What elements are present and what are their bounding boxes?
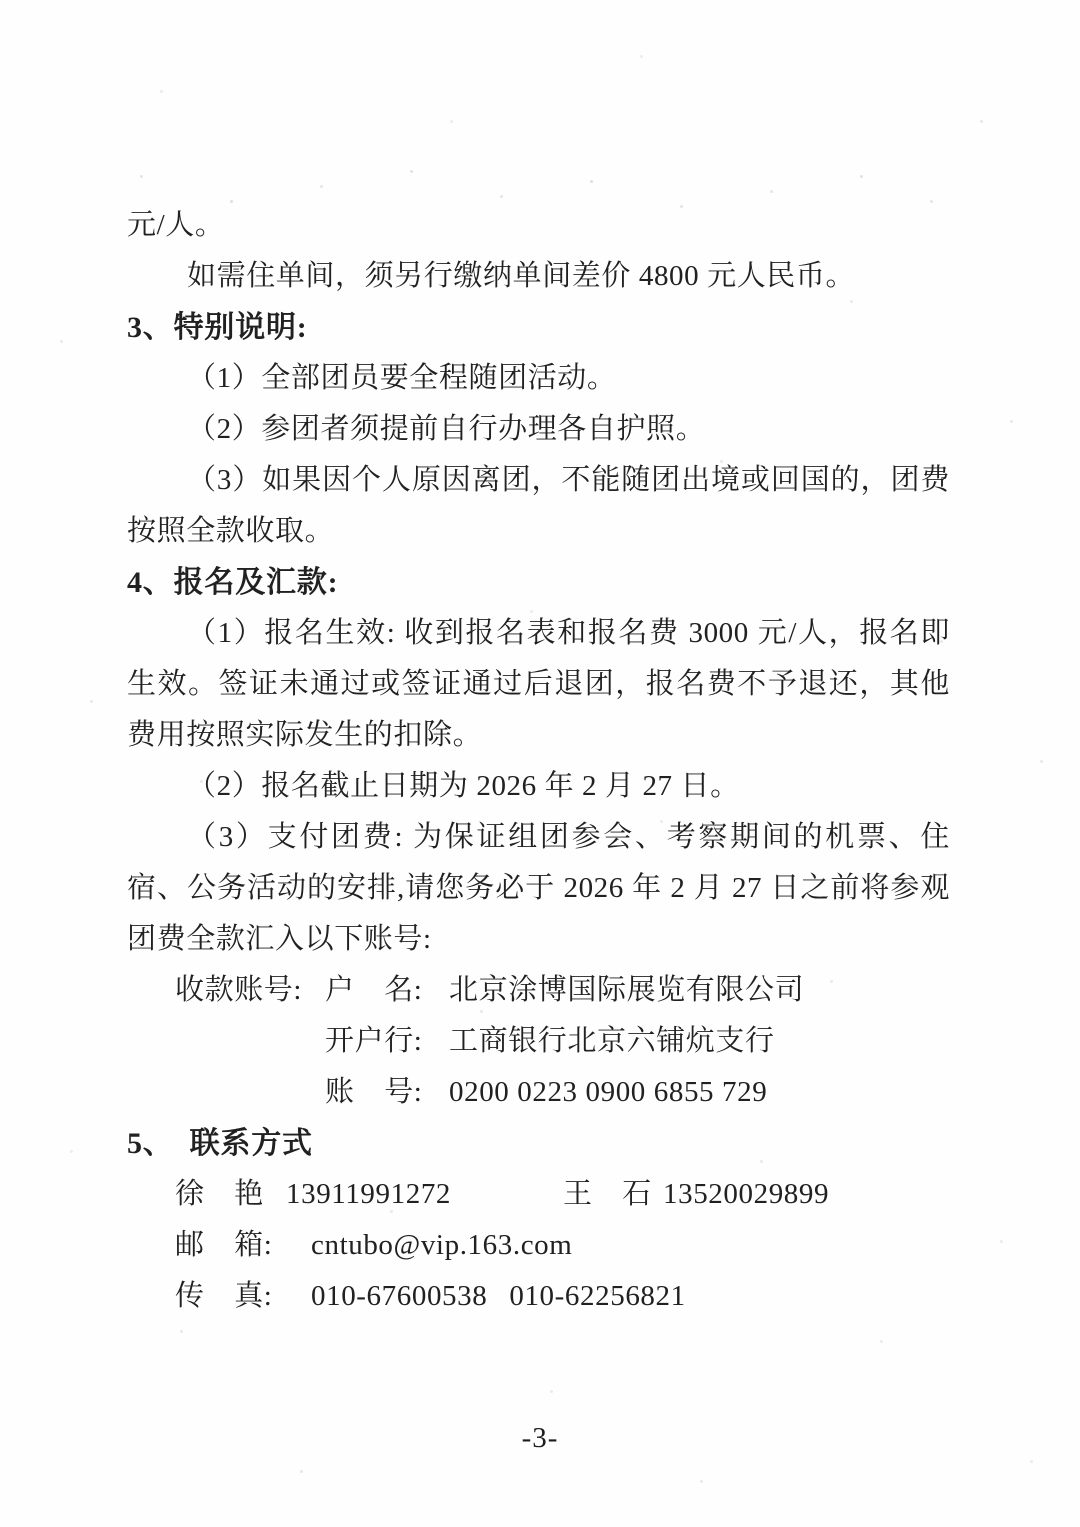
bank-field-branch: 开户行: bbox=[325, 1025, 423, 1057]
bank-details bbox=[127, 965, 950, 1118]
bank-field-name: 户 名: bbox=[325, 974, 423, 1006]
paragraph-single-room: 如需住单间，须另行缴纳单间差价 4800 元人民币。 bbox=[187, 260, 856, 292]
fax-value-2: 010-62256821 bbox=[509, 1280, 686, 1312]
bank-value-name: 北京涂博国际展览有限公司 bbox=[449, 974, 805, 1006]
contact-info bbox=[127, 1169, 950, 1322]
paragraph-continuation: 元/人。 bbox=[127, 209, 225, 241]
section3-item3: （3）如果因个人原因离团，不能随团出境或回国的，团费按照全款收取。 bbox=[127, 464, 950, 547]
bank-value-number: 0200 0223 0900 6855 729 bbox=[449, 1076, 768, 1108]
contact1-name: 徐 艳 bbox=[175, 1178, 264, 1210]
section5-heading bbox=[127, 1118, 950, 1169]
section3-heading: 3、特别说明: bbox=[127, 311, 308, 344]
bank-value-branch: 工商银行北京六铺炕支行 bbox=[449, 1025, 775, 1057]
section5-heading-text: 联系方式 bbox=[189, 1127, 313, 1160]
email-value: cntubo@vip.163.com bbox=[311, 1229, 573, 1261]
bank-account-label: 收款账号: bbox=[175, 974, 303, 1006]
contact1-phone: 13911991272 bbox=[286, 1178, 452, 1210]
contact-row-fax bbox=[175, 1271, 950, 1322]
contact2-name: 王 石 bbox=[563, 1178, 652, 1210]
bank-row-account-name bbox=[325, 965, 804, 1016]
bank-row-bank-branch bbox=[325, 1016, 804, 1067]
contact-row-email bbox=[175, 1220, 950, 1271]
contact-row-phones bbox=[175, 1169, 950, 1220]
bank-row-account-number bbox=[325, 1067, 804, 1118]
section4-item1: （1）报名生效: 收到报名表和报名费 3000 元/人，报名即生效。签证未通过或签证通过后退团，报名费不予退还，其他费用按照实际发生的扣除。 bbox=[127, 617, 950, 751]
email-label: 邮 箱: bbox=[175, 1229, 273, 1261]
section5-heading-number: 5、 bbox=[127, 1127, 174, 1160]
scan-noise bbox=[0, 0, 3, 3]
bank-rows bbox=[325, 965, 804, 1118]
page-number: -3- bbox=[521, 1422, 559, 1454]
contact2-phone: 13520029899 bbox=[663, 1178, 830, 1210]
fax-label: 传 真: bbox=[175, 1280, 273, 1312]
section4-heading: 4、报名及汇款: bbox=[127, 566, 339, 599]
section3-item2: （2）参团者须提前自行办理各自护照。 bbox=[187, 413, 706, 445]
section3-item1: （1）全部团员要全程随团活动。 bbox=[187, 362, 617, 394]
bank-field-number: 账 号: bbox=[325, 1076, 423, 1108]
fax-value-1: 010-67600538 bbox=[311, 1280, 488, 1312]
section4-item2: （2）报名截止日期为 2026 年 2 月 27 日。 bbox=[187, 770, 740, 802]
section4-item3: （3）支付团费: 为保证组团参会、考察期间的机票、住宿、公务活动的安排,请您务必于 2026 年 2 月 27 日之前将参观团费全款汇入以下账号: bbox=[127, 821, 950, 955]
